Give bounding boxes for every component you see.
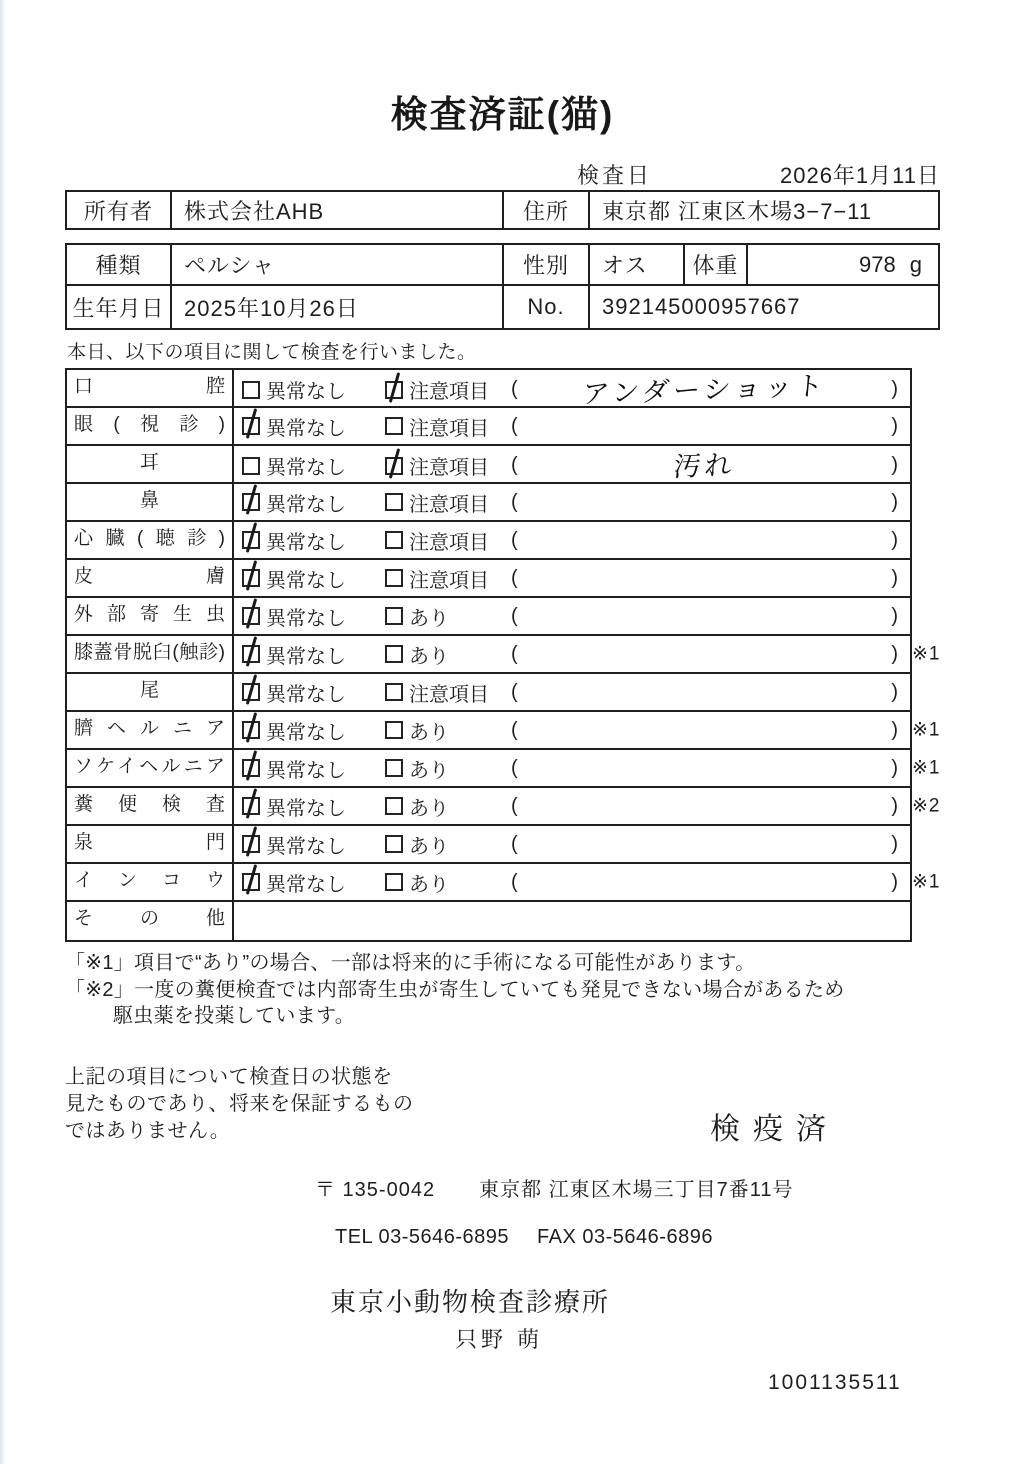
option-caution-label: 注意項目 (409, 683, 489, 706)
option-normal-label: 異常なし (266, 569, 346, 592)
handwritten-finding (518, 569, 891, 582)
exam-row-inguinal-hernia (67, 750, 941, 788)
check-mark-icon (246, 712, 257, 743)
paren-close: ) (891, 378, 898, 400)
option-normal-label: 異常なし (266, 683, 346, 706)
reference-mark: ※1 (912, 719, 941, 741)
exam-row-fontanelle (67, 826, 910, 864)
check-mark-icon (246, 788, 257, 819)
checkbox-normal (242, 417, 260, 435)
paren-open: ( (511, 490, 518, 513)
exam-item-label: 心臓(聴診) (67, 522, 234, 558)
exam-item-label: 外部寄生虫 (67, 598, 234, 634)
checkbox-present (385, 835, 403, 853)
reference-mark: ※1 (912, 871, 941, 893)
check-mark-icon (246, 560, 257, 591)
paren-open: ( (511, 454, 518, 476)
exam-item-label: 糞便検査 (67, 788, 234, 824)
checkbox-normal (242, 531, 260, 549)
paren-close: ) (891, 454, 898, 476)
reference-mark: ※1 (912, 643, 941, 665)
postal-code: 〒 135-0042 (315, 1178, 436, 1201)
paren-close: ) (891, 794, 898, 817)
checkbox-normal (242, 457, 260, 475)
option-normal-label: 異常なし (266, 797, 346, 820)
checkbox-normal (242, 683, 260, 701)
exam-intro-text: 本日、以下の項目に関して検査を行いました。 (67, 342, 477, 363)
clinic-name: 東京小動物検査診療所 (330, 1286, 611, 1317)
clinic-postal-line (315, 1173, 940, 1202)
option-normal-label: 異常なし (266, 381, 346, 403)
option-present-label: あり (409, 759, 449, 782)
exam-item-label: その他 (67, 902, 234, 940)
option-normal-label: 異常なし (266, 607, 346, 630)
option-present-label: あり (409, 721, 449, 744)
handwritten-finding (518, 531, 891, 544)
exam-item-label: インコウ (67, 864, 234, 900)
pet-table-row-2 (67, 286, 938, 328)
paren-close: ) (891, 490, 898, 513)
option-normal-label: 異常なし (266, 835, 346, 858)
exam-row-inkou (67, 864, 941, 902)
option-normal-label: 異常なし (266, 873, 346, 896)
checkbox-caution (385, 417, 403, 435)
sex-label: 性別 (504, 245, 590, 284)
check-mark-icon (246, 826, 257, 857)
sex-value: オス (590, 245, 685, 284)
paren-open: ( (511, 378, 518, 400)
checkbox-present (385, 607, 403, 625)
pet-table-row-1 (67, 245, 938, 286)
inspection-date-label: 検査日 (577, 163, 653, 188)
checkbox-normal (242, 873, 260, 891)
exam-item-label: 臍ヘルニア (67, 712, 234, 748)
handwritten-finding (518, 683, 891, 696)
paren-open: ( (511, 604, 518, 627)
address-value: 東京都 江東区木場3−7−11 (602, 198, 873, 224)
check-mark-icon (389, 448, 400, 479)
option-caution-label: 注意項目 (409, 531, 489, 554)
checkbox-present (385, 721, 403, 739)
handwritten-finding (518, 873, 891, 886)
checkbox-present (385, 797, 403, 815)
checkbox-caution (385, 493, 403, 511)
checkbox-normal (242, 721, 260, 739)
paren-open: ( (511, 566, 518, 589)
option-present-label: あり (409, 645, 449, 668)
handwritten-finding (518, 417, 891, 430)
exam-item-label: 耳 (67, 446, 234, 485)
disclaimer-text: 上記の項目について検査日の状態を 見たものであり、将来を保証するもの ではありません。 (65, 1065, 414, 1142)
exam-row-umbilical-hernia (67, 712, 941, 750)
check-mark-icon (246, 864, 257, 895)
birthdate-value: 2025年10月26日 (172, 286, 504, 328)
exam-table (65, 368, 941, 942)
check-mark-icon (246, 484, 257, 515)
paren-close: ) (891, 718, 898, 741)
option-present-label: あり (409, 873, 449, 896)
scan-edge-shadow (0, 0, 6, 1464)
footnote-2: 「※2」一度の糞便検査では内部寄生虫が寄生していても発見できない場合があるため (65, 978, 845, 1001)
checkbox-present (385, 759, 403, 777)
clinic-fax: FAX 03-5646-6896 (537, 1225, 713, 1248)
breed-label: 種類 (67, 245, 172, 284)
exam-table-wrap (65, 368, 941, 942)
check-mark-icon (389, 372, 400, 403)
option-caution-label: 注意項目 (409, 417, 489, 440)
handwritten-finding (518, 493, 891, 506)
exam-item-label: 皮膚 (67, 560, 234, 596)
paren-open: ( (511, 414, 518, 437)
other-empty-cell (234, 902, 910, 940)
document-number: 1001135511 (768, 1370, 902, 1394)
exam-row-fecal-exam (67, 788, 941, 826)
paren-open: ( (511, 832, 518, 855)
handwritten-finding (518, 645, 891, 658)
checkbox-caution (385, 531, 403, 549)
paren-close: ) (891, 870, 898, 893)
option-caution-label: 注意項目 (409, 381, 489, 403)
weight-number: 978 (859, 251, 896, 277)
handwritten-finding: アンダーショット (580, 370, 828, 410)
exam-item-label: 尾 (67, 674, 234, 710)
exam-row-ectoparasites (67, 598, 910, 636)
page-title: 検査済証(猫) (390, 94, 615, 135)
check-mark-icon (246, 750, 257, 781)
exam-row-tail (67, 674, 910, 712)
owner-table (65, 190, 940, 230)
checkbox-normal (242, 607, 260, 625)
handwritten-finding: 汚れ (671, 449, 737, 483)
checkbox-normal (242, 569, 260, 587)
reference-mark: ※2 (912, 795, 941, 817)
check-mark-icon (246, 636, 257, 667)
checkbox-normal (242, 797, 260, 815)
option-normal-label: 異常なし (266, 759, 346, 782)
exam-item-label: 眼(視診) (67, 408, 234, 444)
paren-close: ) (891, 414, 898, 437)
handwritten-finding (518, 797, 891, 810)
handwritten-finding (518, 759, 891, 772)
inspection-date-row (65, 159, 940, 188)
exam-item-label: 口腔 (67, 370, 234, 409)
exam-item-label: 膝蓋骨脱臼(触診) (67, 636, 234, 672)
paren-open: ( (511, 718, 518, 741)
clinic-address: 東京都 江東区木場三丁目7番11号 (479, 1178, 794, 1201)
checkbox-caution (385, 381, 403, 399)
option-normal-label: 異常なし (266, 493, 346, 516)
check-mark-icon (246, 522, 257, 553)
option-caution-label: 注意項目 (409, 569, 489, 592)
option-normal-label: 異常なし (266, 645, 346, 668)
inspection-date-value: 2026年1月11日 (779, 163, 940, 188)
footnote-2-continued: 駆虫薬を投薬しています。 (113, 1005, 355, 1027)
handwritten-finding (518, 835, 891, 848)
footnotes (65, 950, 940, 1030)
paren-open: ( (511, 528, 518, 551)
checkbox-caution (385, 683, 403, 701)
paren-open: ( (511, 756, 518, 779)
paren-close: ) (891, 604, 898, 627)
exam-item-label: ソケイヘルニア (67, 750, 234, 786)
paren-open: ( (511, 680, 518, 703)
handwritten-finding (518, 721, 891, 734)
paren-close: ) (891, 756, 898, 779)
exam-row-skin (67, 560, 910, 598)
checkbox-normal (242, 645, 260, 663)
paren-open: ( (511, 642, 518, 665)
examiner-name: 只野 萌 (455, 1326, 544, 1352)
checkbox-caution (385, 457, 403, 475)
weight-value (748, 245, 938, 284)
option-present-label: あり (409, 607, 449, 630)
option-normal-label: 異常なし (266, 457, 346, 479)
option-present-label: あり (409, 797, 449, 820)
quarantine-passed-stamp: 検疫済 (710, 1112, 839, 1146)
owner-label: 所有者 (67, 192, 172, 228)
exam-row-heart (67, 522, 910, 560)
clinic-tel: TEL 03-5646-6895 (335, 1225, 510, 1248)
footnote-1: 「※1」項目で“あり”の場合、一部は将来的に手術になる可能性があります。 (65, 952, 756, 974)
option-present-label: あり (409, 835, 449, 858)
option-normal-label: 異常なし (266, 721, 346, 744)
exam-item-label: 泉門 (67, 826, 234, 862)
checkbox-normal (242, 493, 260, 511)
microchip-no-label: No. (504, 286, 590, 328)
option-normal-label: 異常なし (266, 417, 346, 440)
exam-row-nose (67, 484, 910, 522)
disclaimer-section (65, 1064, 940, 1156)
exam-item-label: 鼻 (67, 484, 234, 520)
option-normal-label: 異常なし (266, 531, 346, 554)
address-label: 住所 (504, 192, 590, 228)
check-mark-icon (246, 598, 257, 629)
weight-unit: g (909, 251, 922, 277)
paren-open: ( (511, 794, 518, 817)
pet-table (65, 243, 940, 330)
checkbox-present (385, 645, 403, 663)
check-mark-icon (246, 408, 257, 439)
weight-label: 体重 (685, 245, 748, 284)
birthdate-label: 生年月日 (67, 286, 172, 328)
exam-row-other (67, 902, 910, 940)
reference-mark: ※1 (912, 757, 941, 779)
paren-close: ) (891, 642, 898, 665)
checkbox-present (385, 873, 403, 891)
checkbox-normal (242, 835, 260, 853)
exam-row-patella (67, 636, 941, 674)
handwritten-finding (518, 607, 891, 620)
paren-close: ) (891, 680, 898, 703)
exam-row-ears (67, 446, 910, 484)
paren-close: ) (891, 832, 898, 855)
option-caution-label: 注意項目 (409, 457, 489, 479)
checkbox-caution (385, 569, 403, 587)
paren-close: ) (891, 528, 898, 551)
owner-value: 株式会社AHB (172, 192, 504, 228)
paren-open: ( (511, 870, 518, 893)
paren-close: ) (891, 566, 898, 589)
exam-row-oral (67, 370, 910, 408)
clinic-telfax-line (335, 1226, 940, 1249)
microchip-no-value: 392145000957667 (602, 294, 801, 319)
breed-value: ペルシャ (172, 245, 504, 284)
option-caution-label: 注意項目 (409, 493, 489, 516)
checkbox-normal (242, 759, 260, 777)
checkbox-normal (242, 381, 260, 399)
check-mark-icon (246, 674, 257, 705)
